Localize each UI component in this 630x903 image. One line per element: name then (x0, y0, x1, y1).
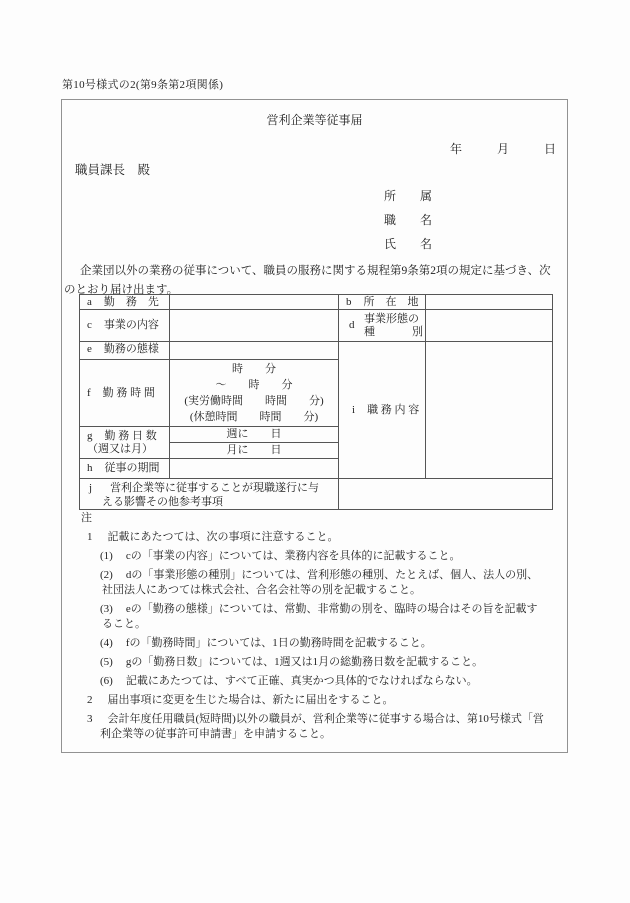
note-item-1 (87, 530, 562, 545)
type-char: 種 (364, 325, 375, 338)
note-item-1-1 (100, 549, 562, 564)
cell-g-month-value: 月に 日 (170, 443, 339, 459)
location-label: 所 在 地 (363, 296, 419, 308)
notes-heading: 注 (81, 512, 92, 524)
row-key-f: f (87, 386, 91, 399)
row-key-g: g (87, 429, 93, 442)
row-key-h: h (87, 462, 93, 474)
business-form-label-line2 (364, 326, 423, 339)
hours-line3: (実労働時間 時間 分) (184, 395, 324, 407)
name-label: 氏 名 (384, 237, 433, 251)
note-item-1-2 (100, 568, 562, 598)
note-text: 届出事項に変更を生じた場合は、新たに届出をすること。 (107, 694, 394, 706)
cell-b-value (426, 295, 552, 310)
cell-h-label (80, 459, 170, 479)
work-days-label-line1 (87, 430, 169, 443)
day-label: 日 (543, 142, 556, 156)
cell-f-value (170, 360, 339, 427)
note-number: (3) (100, 603, 113, 615)
note-item-1-3 (100, 602, 562, 632)
row-key-e: e (87, 343, 92, 355)
note-text: 記載にあたつては、次の事項に注意すること。 (107, 531, 339, 543)
workplace-label: 勤 務 先 (103, 296, 159, 308)
note-item-1-4 (100, 636, 562, 651)
cell-g-week-value: 週に 日 (170, 427, 339, 443)
date-line (450, 140, 556, 157)
note-number: 2 (87, 694, 93, 706)
impact-label-line1 (89, 482, 338, 496)
notes-section (62, 511, 562, 746)
cell-e-label (80, 342, 170, 360)
impact-label-line2: える影響その他参考事項 (102, 495, 223, 508)
note-item-2 (87, 693, 562, 708)
note-number: (5) (100, 656, 113, 668)
note-text-continuation: 社団法人にあつては株式会社、合名会社等の別を記載すること。 (102, 584, 421, 596)
row-key-i: i (352, 403, 356, 416)
business-form-label (364, 313, 423, 339)
cell-a-label (80, 295, 170, 310)
row-key-b: b (346, 296, 352, 308)
business-form-label-line1: 事業形態の (364, 312, 419, 325)
note-number: (4) (100, 637, 113, 649)
cell-a-value (170, 295, 339, 310)
note-number: (2) (100, 569, 113, 581)
hours-line1: 時 分 (232, 363, 276, 375)
note-item-1-6 (100, 674, 562, 689)
note-text: cの「事業の内容」については、業務内容を具体的に記載すること。 (125, 550, 461, 562)
cell-j-label (80, 479, 339, 509)
work-style-label: 勤務の態様 (103, 343, 159, 355)
row-key-c: c (87, 319, 92, 331)
row-key-d: d (349, 319, 355, 331)
cell-j-value (339, 479, 552, 509)
note-text: 会計年度任用職員(短時間)以外の職員が、営利企業等に従事する場合は、第10号様式「営 (107, 713, 544, 725)
form-frame (61, 99, 568, 753)
cell-c-value (170, 310, 339, 342)
note-number: 1 (87, 531, 93, 543)
cell-g-label (80, 427, 170, 459)
intro-line2: のとおり届け出ます。 (64, 283, 179, 296)
work-days-text: 勤 務 日 数 (104, 429, 157, 442)
position-label: 職 名 (384, 213, 433, 227)
cell-c-label (80, 310, 170, 342)
note-text-continuation: ること。 (102, 618, 146, 630)
kind-char: 別 (412, 325, 423, 338)
note-text: gの「勤務日数」については、1週又は1月の総勤務日数を記載すること。 (125, 656, 484, 668)
cell-e-value (170, 342, 339, 360)
form-number: 第10号様式の2(第9条第2項関係) (62, 79, 224, 91)
affiliation-label: 所 属 (384, 189, 433, 203)
cell-b-label (339, 295, 426, 310)
duties-label: 職 務 内 容 (367, 403, 420, 416)
hours-line2: ～ 時 分 (215, 379, 293, 391)
note-text-continuation: 利企業等の従事許可申請書」を申請すること。 (100, 728, 331, 740)
note-text: 記載にあたつては、すべて正確、真実かつ具体的でなければならない。 (125, 675, 478, 687)
row-key-a: a (87, 296, 92, 308)
note-text: eの「勤務の態様」については、常勤、非常勤の別を、臨時の場合はその旨を記載す (125, 603, 538, 615)
note-number: 3 (87, 713, 93, 725)
note-item-1-5 (100, 655, 562, 670)
note-item-3 (87, 712, 562, 742)
hours-line4: (休憩時間 時間 分) (189, 411, 319, 423)
business-content-label: 事業の内容 (103, 319, 159, 331)
intro-line1: 企業団以外の業務の従事について、職員の服務に関する規程第9条第2項の規定に基づき、次 (80, 265, 551, 277)
cell-d-value (426, 310, 552, 342)
cell-f-label (80, 360, 170, 427)
note-text: fの「勤務時間」については、1日の勤務時間を記載すること。 (125, 637, 432, 649)
note-number: (1) (100, 550, 113, 562)
form-title: 営利企業等従事届 (266, 113, 363, 127)
month-label: 月 (496, 142, 509, 156)
note-number: (6) (100, 675, 113, 687)
addressee: 職員課長 殿 (75, 163, 151, 177)
year-label: 年 (449, 142, 462, 156)
work-hours-label: 勤 務 時 間 (102, 386, 155, 399)
engagement-period-label: 従事の期間 (104, 462, 160, 474)
note-text: dの「事業形態の種別」については、営利形態の種別、たとえば、個人、法人の別、 (125, 569, 539, 581)
cell-i-label (339, 342, 426, 479)
cell-h-value (170, 459, 339, 479)
submitter-block (384, 190, 432, 262)
cell-i-value (426, 342, 552, 479)
row-key-j: j (89, 482, 93, 494)
work-days-label-line2: （週又は月） (87, 442, 153, 455)
cell-d-label (339, 310, 426, 342)
form-table (79, 294, 553, 510)
impact-text: 営利企業等に従事することが現職遂行に与 (110, 482, 320, 494)
